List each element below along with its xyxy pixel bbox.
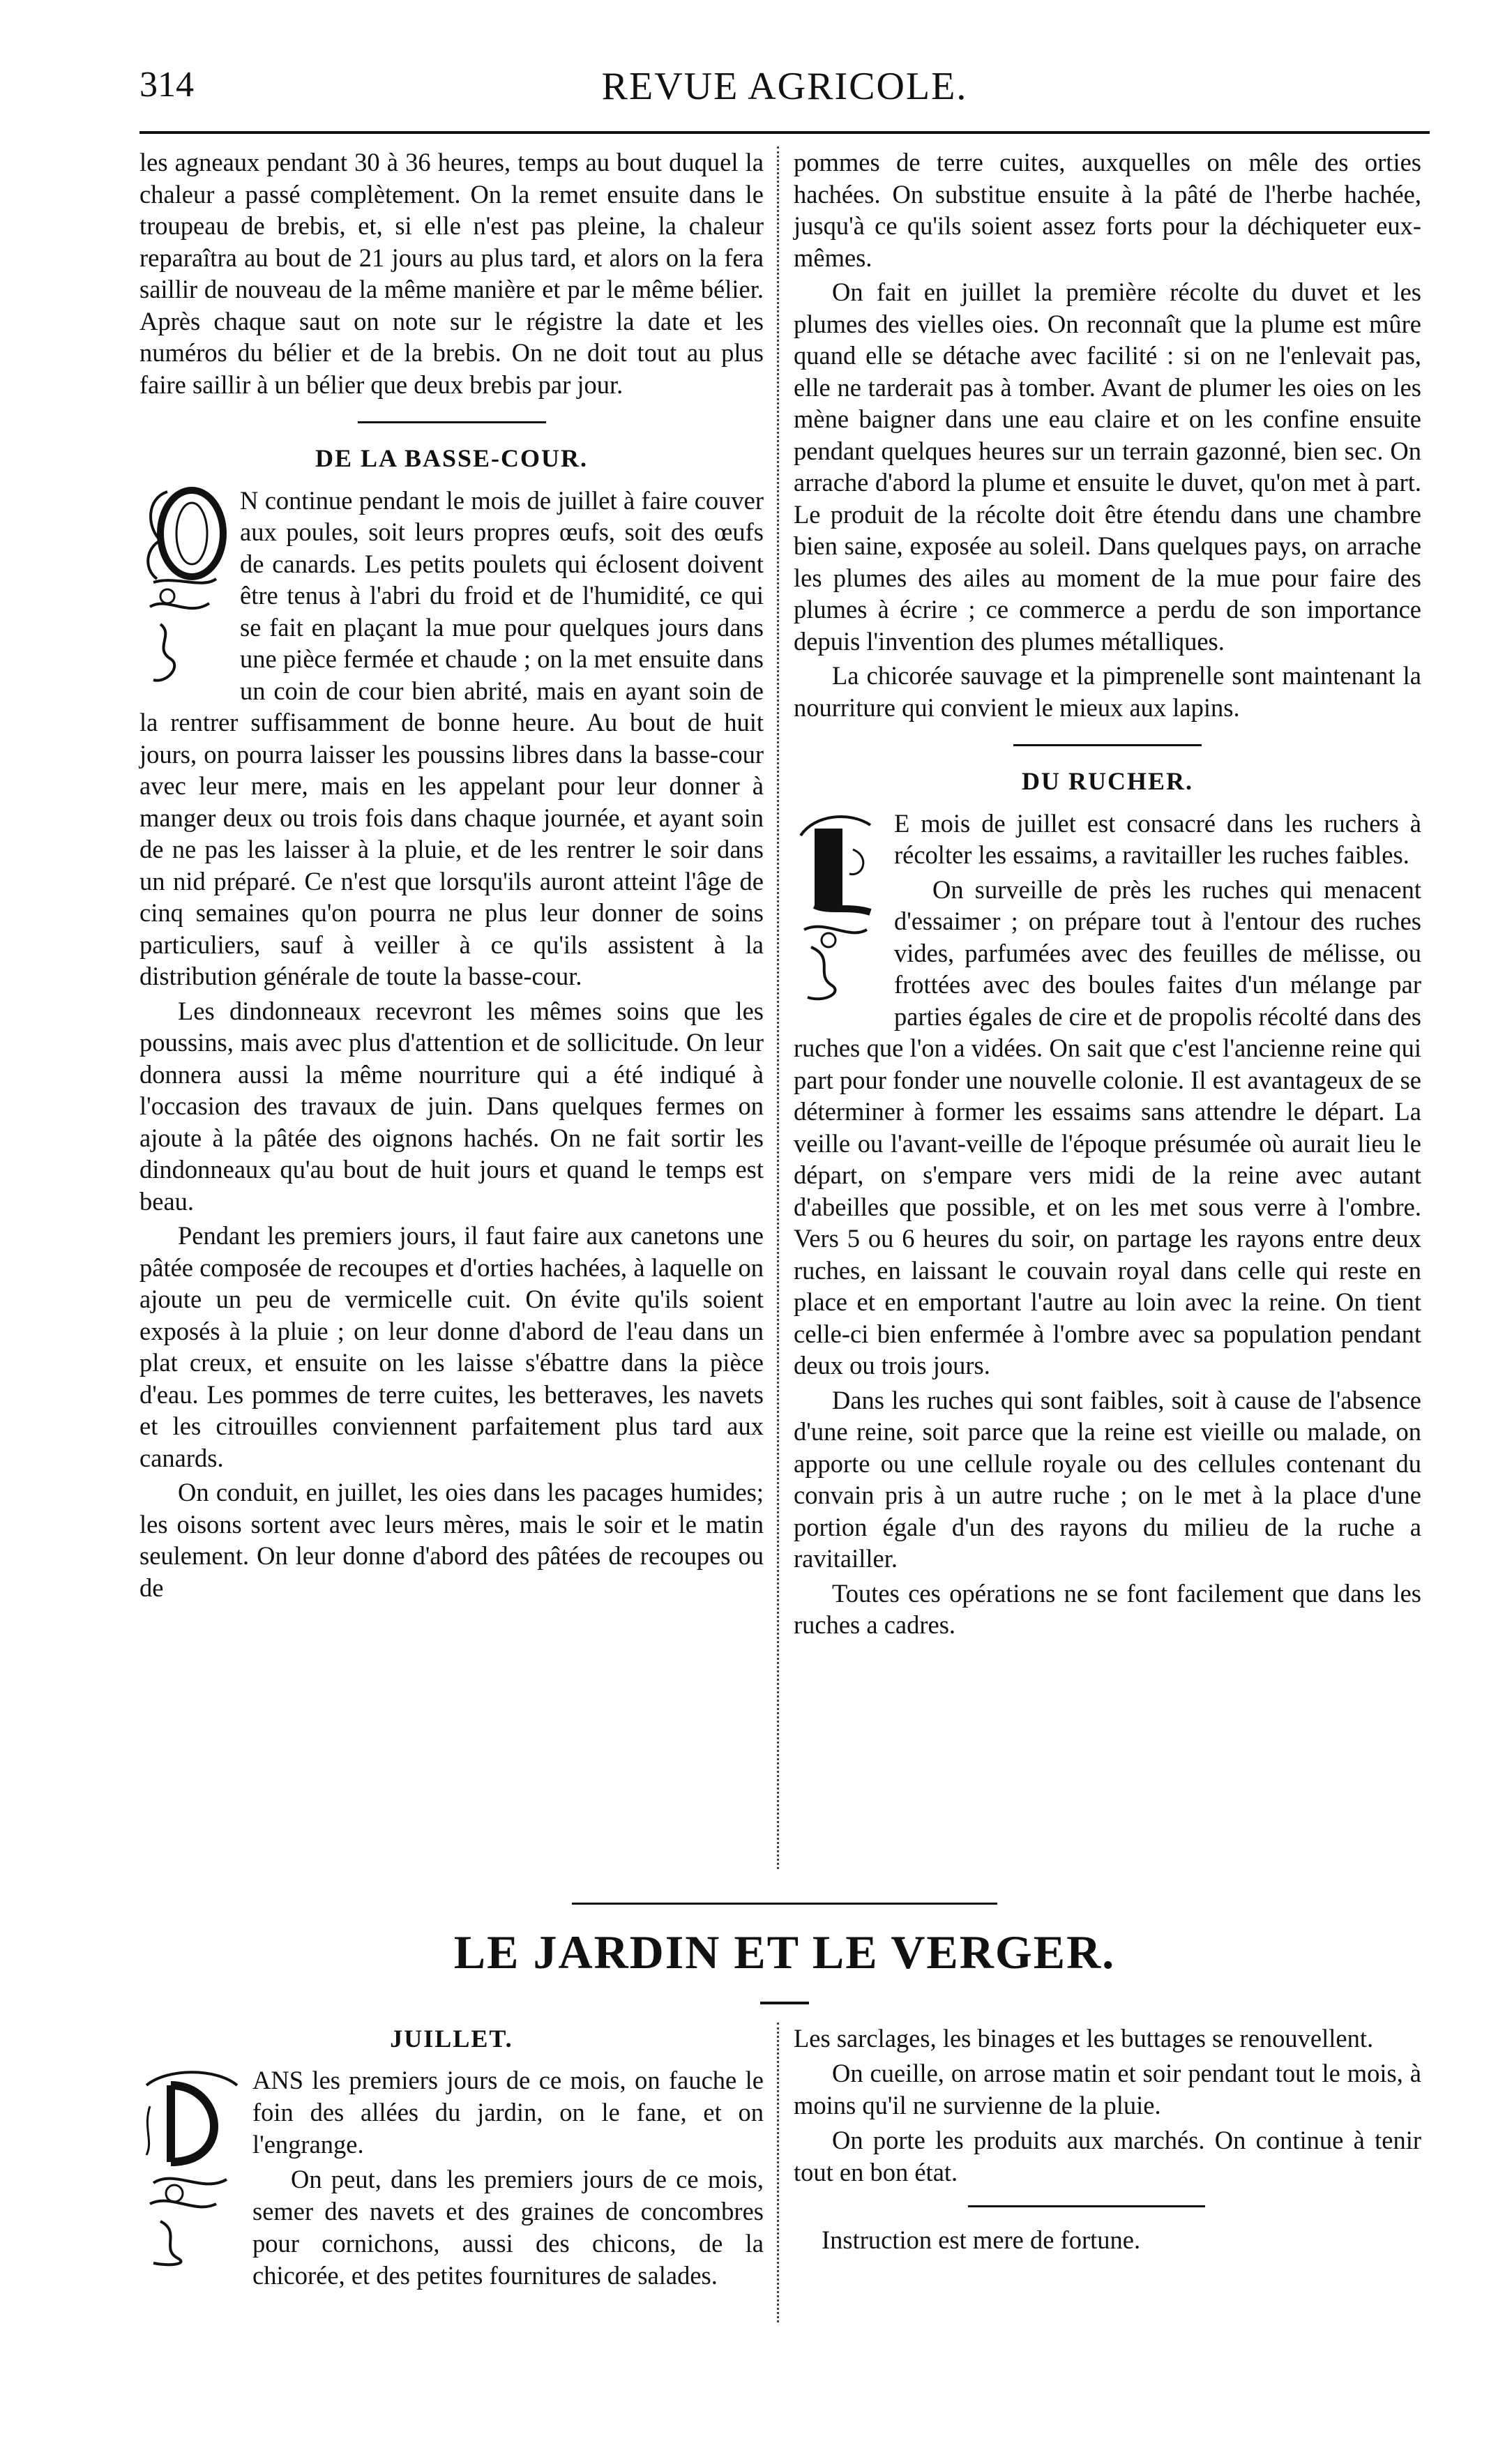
right-column — [794, 146, 1421, 1644]
paragraph-cueille: On cueille, on arrose matin et soir pendant tout le mois, à moins qu'il ne survienne de la pluie. — [794, 2059, 1421, 2119]
page-header — [139, 64, 1430, 120]
motto: Instruction est mere de fortune. — [822, 2225, 1141, 2254]
title-rule — [760, 2002, 809, 2004]
heading-basse-cour: DE LA BASSE-COUR. — [315, 444, 589, 472]
paragraph-canetons: Pendant les premiers jours, il faut faire aux canetons une pâtée composée de recoupes et d'orties hachées, à laquelle on ajoute un peu de vermicelle cuit. On évite qu'ils soient exposés à la pluie ; on leur donne d'abord de l'eau dans un plat creux, et ensuite on les laisse s'ébattre dans la pièce d'eau. Les pommes de terre cuites, les betteraves, les navets et les citrouilles conviennent parfaitement plus tard aux canards. — [139, 1221, 764, 1472]
paragraph-poulets: N continue pendant le mois de juillet à faire couver aux poules, soit leurs propres œufs, soit des œufs de canards. Les petits poulets qui éclosent doivent être tenus à l'abri du froid et de l'humidité, ce qui se fait en plaçant la mue pour quelques jours dans une pièce fermée et chaude ; on la met ensuite dans un coin de cour bien abrité, mais en ayant soin de la rentrer suffisamment de bonne heure. Au bout de huit jours, on pourra laisser les poussins libres dans la basse-cour avec leur mere, mais en les appelant pour leur donner à manger deux ou trois fois dans chaque journée, et ayant soin de ne pas les laisser à la pluie, et de les rentrer le soir dans un nid préparé. Ce n'est que lorsqu'ils auront atteint l'âge de cinq semaines qu'on pourra ne plus leur donner de soins particuliers, sauf à veiller à ce qu'ils assistent à la distribution générale de toute la basse-cour. — [139, 485, 764, 990]
ornamental-initial-l-icon — [794, 808, 884, 1003]
section-rule — [358, 421, 546, 423]
section-title-jardin: LE JARDIN ET LE VERGER. — [453, 1926, 1116, 1979]
left-column — [139, 146, 764, 1606]
paragraph-marches: On porte les produits aux marchés. On continue à tenir tout en bon état. — [794, 2126, 1421, 2186]
heading-juillet: JUILLET. — [390, 2025, 513, 2053]
heading-rucher: DU RUCHER. — [1021, 767, 1193, 795]
paragraph-foin: ANS les premiers jours de ce mois, on fauche le foin des allées du jardin, on le fane, et on l'engrange. — [252, 2066, 764, 2159]
header-rule — [139, 131, 1430, 134]
column-divider-bottom — [777, 2023, 779, 2322]
paragraph-ruches-faibles: Dans les ruches qui sont faibles, soit à cause de l'absence d'une reine, soit parce que la reine est vieille ou malade, on apporte ou une cellule royale ou des cellules contenant du convain pris à un autre ruche ; on le met à la place d'une portion égale d'un des rayons du milieu de la ruche a ravitailler. — [794, 1385, 1421, 1573]
paragraph-essaims: On surveille de près les ruches qui menacent d'essaimer ; on prépare tout à l'entour des ruches vides, parfumées avec des feuilles de mélisse, ou frottées avec des boules faites d'un mélange par parties égales de cire et de propolis récolté dans des ruches que l'on a vidées. On sait que c'est l'ancienne reine qui part pour fonder une nouvelle colonie. Il est avantageux de se déterminer à former les essaims sans attendre le départ. La veille ou l'avant-veille de l'époque présumée où aurait lieu le départ, on s'empare vers midi de la reine avec autant d'abeilles que possible, et on les met sous verre à l'ombre. Vers 5 ou 6 heures du soir, on partage les rayons entre deux ruches, en laissant le couvain royal dans celle qui reste en place et en emportant l'autre au loin avec la reine. On tient celle-ci bien enfermée à l'ombre avec sa population pendant deux ou trois jours. — [794, 875, 1421, 1380]
paragraph-cadres: Toutes ces opérations ne se font facilement que dans les ruches a cadres. — [794, 1578, 1421, 1639]
section-divider — [572, 1903, 997, 1905]
paragraph-plumes: On fait en juillet la première récolte du duvet et les plumes des vielles oies. On reconnaît que la plume est mûre quand elle se détache avec facilité : si on ne l'enlevait pas, elle ne tarderait pas à tomber. Avant de plumer les oies on les mène baigner dans une eau claire et on les confine ensuite pendant quelques heures sur un terrain gazonné, bien sec. On arrache d'abord la plume et ensuite le duvet, qu'on met à part. Le produit de la récolte doit être étendu dans une chambre bien saine, exposée au soleil. Dans quelques pays, on arrache les plumes des ailes au moment de la mue pour faire des plumes à écrire ; ce commerce a perdu de son importance depuis l'invention des plumes métalliques. — [794, 278, 1421, 656]
column-divider — [777, 146, 779, 1869]
page-number: 314 — [139, 65, 194, 105]
paragraph-chicoree: La chicorée sauvage et la pimprenelle sont maintenant la nourriture qui convient le mieux aux lapins. — [794, 661, 1421, 722]
paragraph-pommes: pommes de terre cuites, auxquelles on mêle des orties hachées. On substitue ensuite à la pâté de l'herbe hachée, jusqu'à ce qu'ils soient assez forts pour la déchiqueter eux-mêmes. — [794, 148, 1421, 272]
jardin-left-column — [139, 2023, 764, 2295]
paragraph-agneaux: les agneaux pendant 30 à 36 heures, temps au bout duquel la chaleur a passé complètement. On la remet ensuite dans le troupeau de brebis, et, si elle n'est pas pleine, la chaleur reparaîtra au bout de 21 jours au plus tard, et alors on la fera saillir de nouveau de la même manière et par le même bélier. Après chaque saut on note sur le régistre la date et les numéros du bélier et de la brebis. On ne doit tout au plus faire saillir à un bélier que deux brebis par jour. — [139, 148, 764, 399]
paragraph-sarclages: Les sarclages, les binages et les buttages se renouvellent. — [794, 2024, 1374, 2053]
paragraph-rucher-intro: E mois de juillet est consacré dans les ruchers à récolter les essaims, a ravitailler les ruches faibles. — [894, 808, 1421, 869]
paragraph-semis: On peut, dans les premiers jours de ce mois, semer des navets et des graines de concombres pour cornichons, aussi des chicons, de la chicorée, et des petites fournitures de salades. — [252, 2165, 764, 2290]
ornamental-initial-d-icon — [139, 2064, 244, 2267]
motto-rule — [968, 2205, 1205, 2207]
jardin-right-column — [794, 2023, 1421, 2259]
paragraph-dindonneaux: Les dindonneaux recevront les mêmes soins que les poussins, mais avec plus d'attention et de sollicitude. On leur donnera aussi la même nourriture qui a été indiqué à l'occasion des travaux de juin. Dans quelques fermes on ajoute à la pâtée des oignons hachés. On ne fait sortir les dindonneaux qu'au bout de huit jours et quand le temps est beau. — [139, 996, 764, 1216]
section-rule — [1013, 744, 1202, 746]
running-head: REVUE AGRICOLE. — [601, 65, 968, 108]
paragraph-oies: On conduit, en juillet, les oies dans les pacages humides; les oisons sortent avec leurs mères, mais le soir et le matin seulement. On leur donne d'abord des pâtées de recoupes ou de — [139, 1478, 764, 1602]
ornamental-initial-o-icon — [139, 485, 230, 694]
